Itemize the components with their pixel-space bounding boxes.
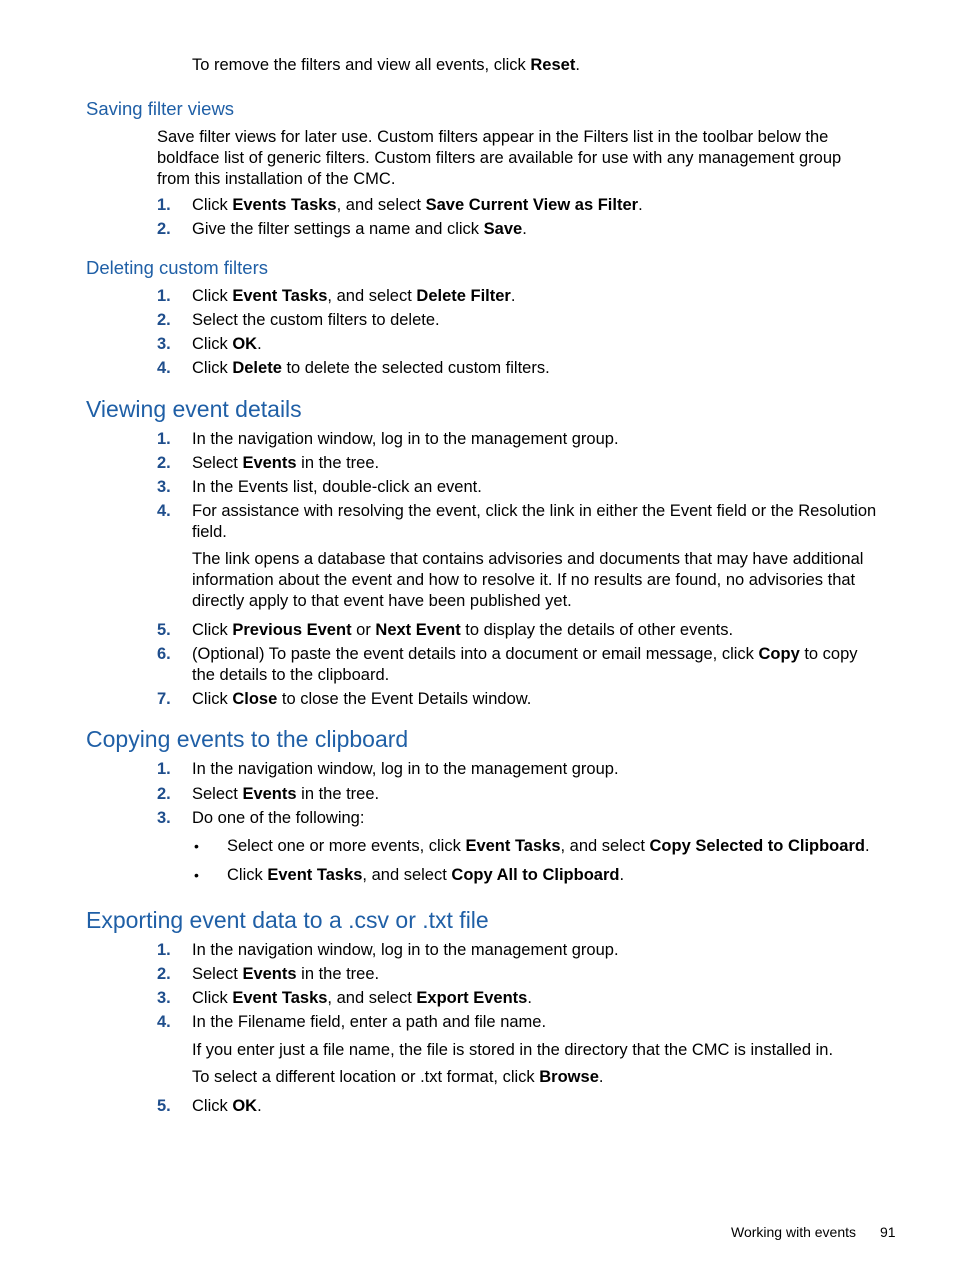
step-text: In the navigation window, log in to the management group. <box>192 760 619 778</box>
step-text: Click OK. <box>192 335 262 353</box>
step-text: In the Events list, double-click an event. <box>192 478 482 496</box>
step-text: In the Filename field, enter a path and file name. <box>192 1013 547 1031</box>
bullet-text: Select one or more events, click Event Tasks, and select Copy Selected to Clipboard. <box>227 837 870 855</box>
step-number: 2. <box>157 311 171 329</box>
note-line: directly apply to that event have been published yet. <box>192 592 572 610</box>
step-text: Do one of the following: <box>192 809 365 827</box>
step-text: field. <box>192 523 227 541</box>
step-number: 4. <box>157 502 171 520</box>
step-number: 1. <box>157 196 171 214</box>
step-text: Click Close to close the Event Details window. <box>192 690 532 708</box>
step-number: 4. <box>157 359 171 377</box>
step-number: 7. <box>157 690 171 708</box>
step-text: Click Event Tasks, and select Export Events. <box>192 989 532 1007</box>
step-text: Select Events in the tree. <box>192 785 380 803</box>
step-number: 4. <box>157 1013 171 1031</box>
saving-para-line: from this installation of the CMC. <box>157 170 396 188</box>
step-number: 2. <box>157 965 171 983</box>
note-line: information about the event and how to resolve it. If no results are found, no advisories that <box>192 571 856 589</box>
step-number: 3. <box>157 335 171 353</box>
step-number: 1. <box>157 941 171 959</box>
step-text: Click Delete to delete the selected custom filters. <box>192 359 550 377</box>
footer-section: Working with events <box>731 1224 857 1240</box>
deleting-heading: Deleting custom filters <box>86 257 268 278</box>
step-text: Click Event Tasks, and select Delete Filter. <box>192 287 516 305</box>
step-number: 1. <box>157 287 171 305</box>
note-line: To select a different location or .txt format, click Browse. <box>192 1068 604 1086</box>
note-line: The link opens a database that contains advisories and documents that may have additional <box>192 550 864 568</box>
step-text: In the navigation window, log in to the management group. <box>192 941 619 959</box>
step-number: 5. <box>157 621 171 639</box>
step-number: 2. <box>157 785 171 803</box>
step-text: (Optional) To paste the event details into a document or email message, click Copy to copy <box>192 645 858 663</box>
step-number: 3. <box>157 809 171 827</box>
page-number: 91 <box>880 1224 896 1240</box>
step-text: Click Previous Event or Next Event to display the details of other events. <box>192 621 734 639</box>
step-text: In the navigation window, log in to the management group. <box>192 430 619 448</box>
step-text: Select the custom filters to delete. <box>192 311 440 329</box>
step-text: the details to the clipboard. <box>192 666 390 684</box>
step-number: 3. <box>157 478 171 496</box>
step-text: Select Events in the tree. <box>192 454 380 472</box>
saving-para-line: boldface list of generic filters. Custom filters are available for use with any management group <box>157 149 842 167</box>
step-number: 6. <box>157 645 171 663</box>
step-text: For assistance with resolving the event, click the link in either the Event field or the Resolution <box>192 502 877 520</box>
step-number: 1. <box>157 760 171 778</box>
step-text: Click OK. <box>192 1097 262 1115</box>
step-text: Select Events in the tree. <box>192 965 380 983</box>
bullet-icon: • <box>194 838 199 854</box>
step-text: Give the filter settings a name and click Save. <box>192 220 527 238</box>
step-number: 5. <box>157 1097 171 1115</box>
viewing-heading: Viewing event details <box>86 396 302 422</box>
saving-heading: Saving filter views <box>86 98 235 119</box>
intro-text: To remove the filters and view all events, click Reset. <box>192 56 580 74</box>
step-text: Click Events Tasks, and select Save Current View as Filter. <box>192 196 643 214</box>
saving-para-line: Save filter views for later use. Custom filters appear in the Filters list in the toolbar below the <box>157 128 829 146</box>
bullet-icon: • <box>194 867 199 883</box>
step-number: 2. <box>157 220 171 238</box>
step-number: 1. <box>157 430 171 448</box>
exporting-heading: Exporting event data to a .csv or .txt file <box>86 907 489 933</box>
note-line: If you enter just a file name, the file is stored in the directory that the CMC is installed in. <box>192 1041 834 1059</box>
step-number: 3. <box>157 989 171 1007</box>
copying-heading: Copying events to the clipboard <box>86 726 409 752</box>
step-number: 2. <box>157 454 171 472</box>
bullet-text: Click Event Tasks, and select Copy All to Clipboard. <box>227 866 625 884</box>
